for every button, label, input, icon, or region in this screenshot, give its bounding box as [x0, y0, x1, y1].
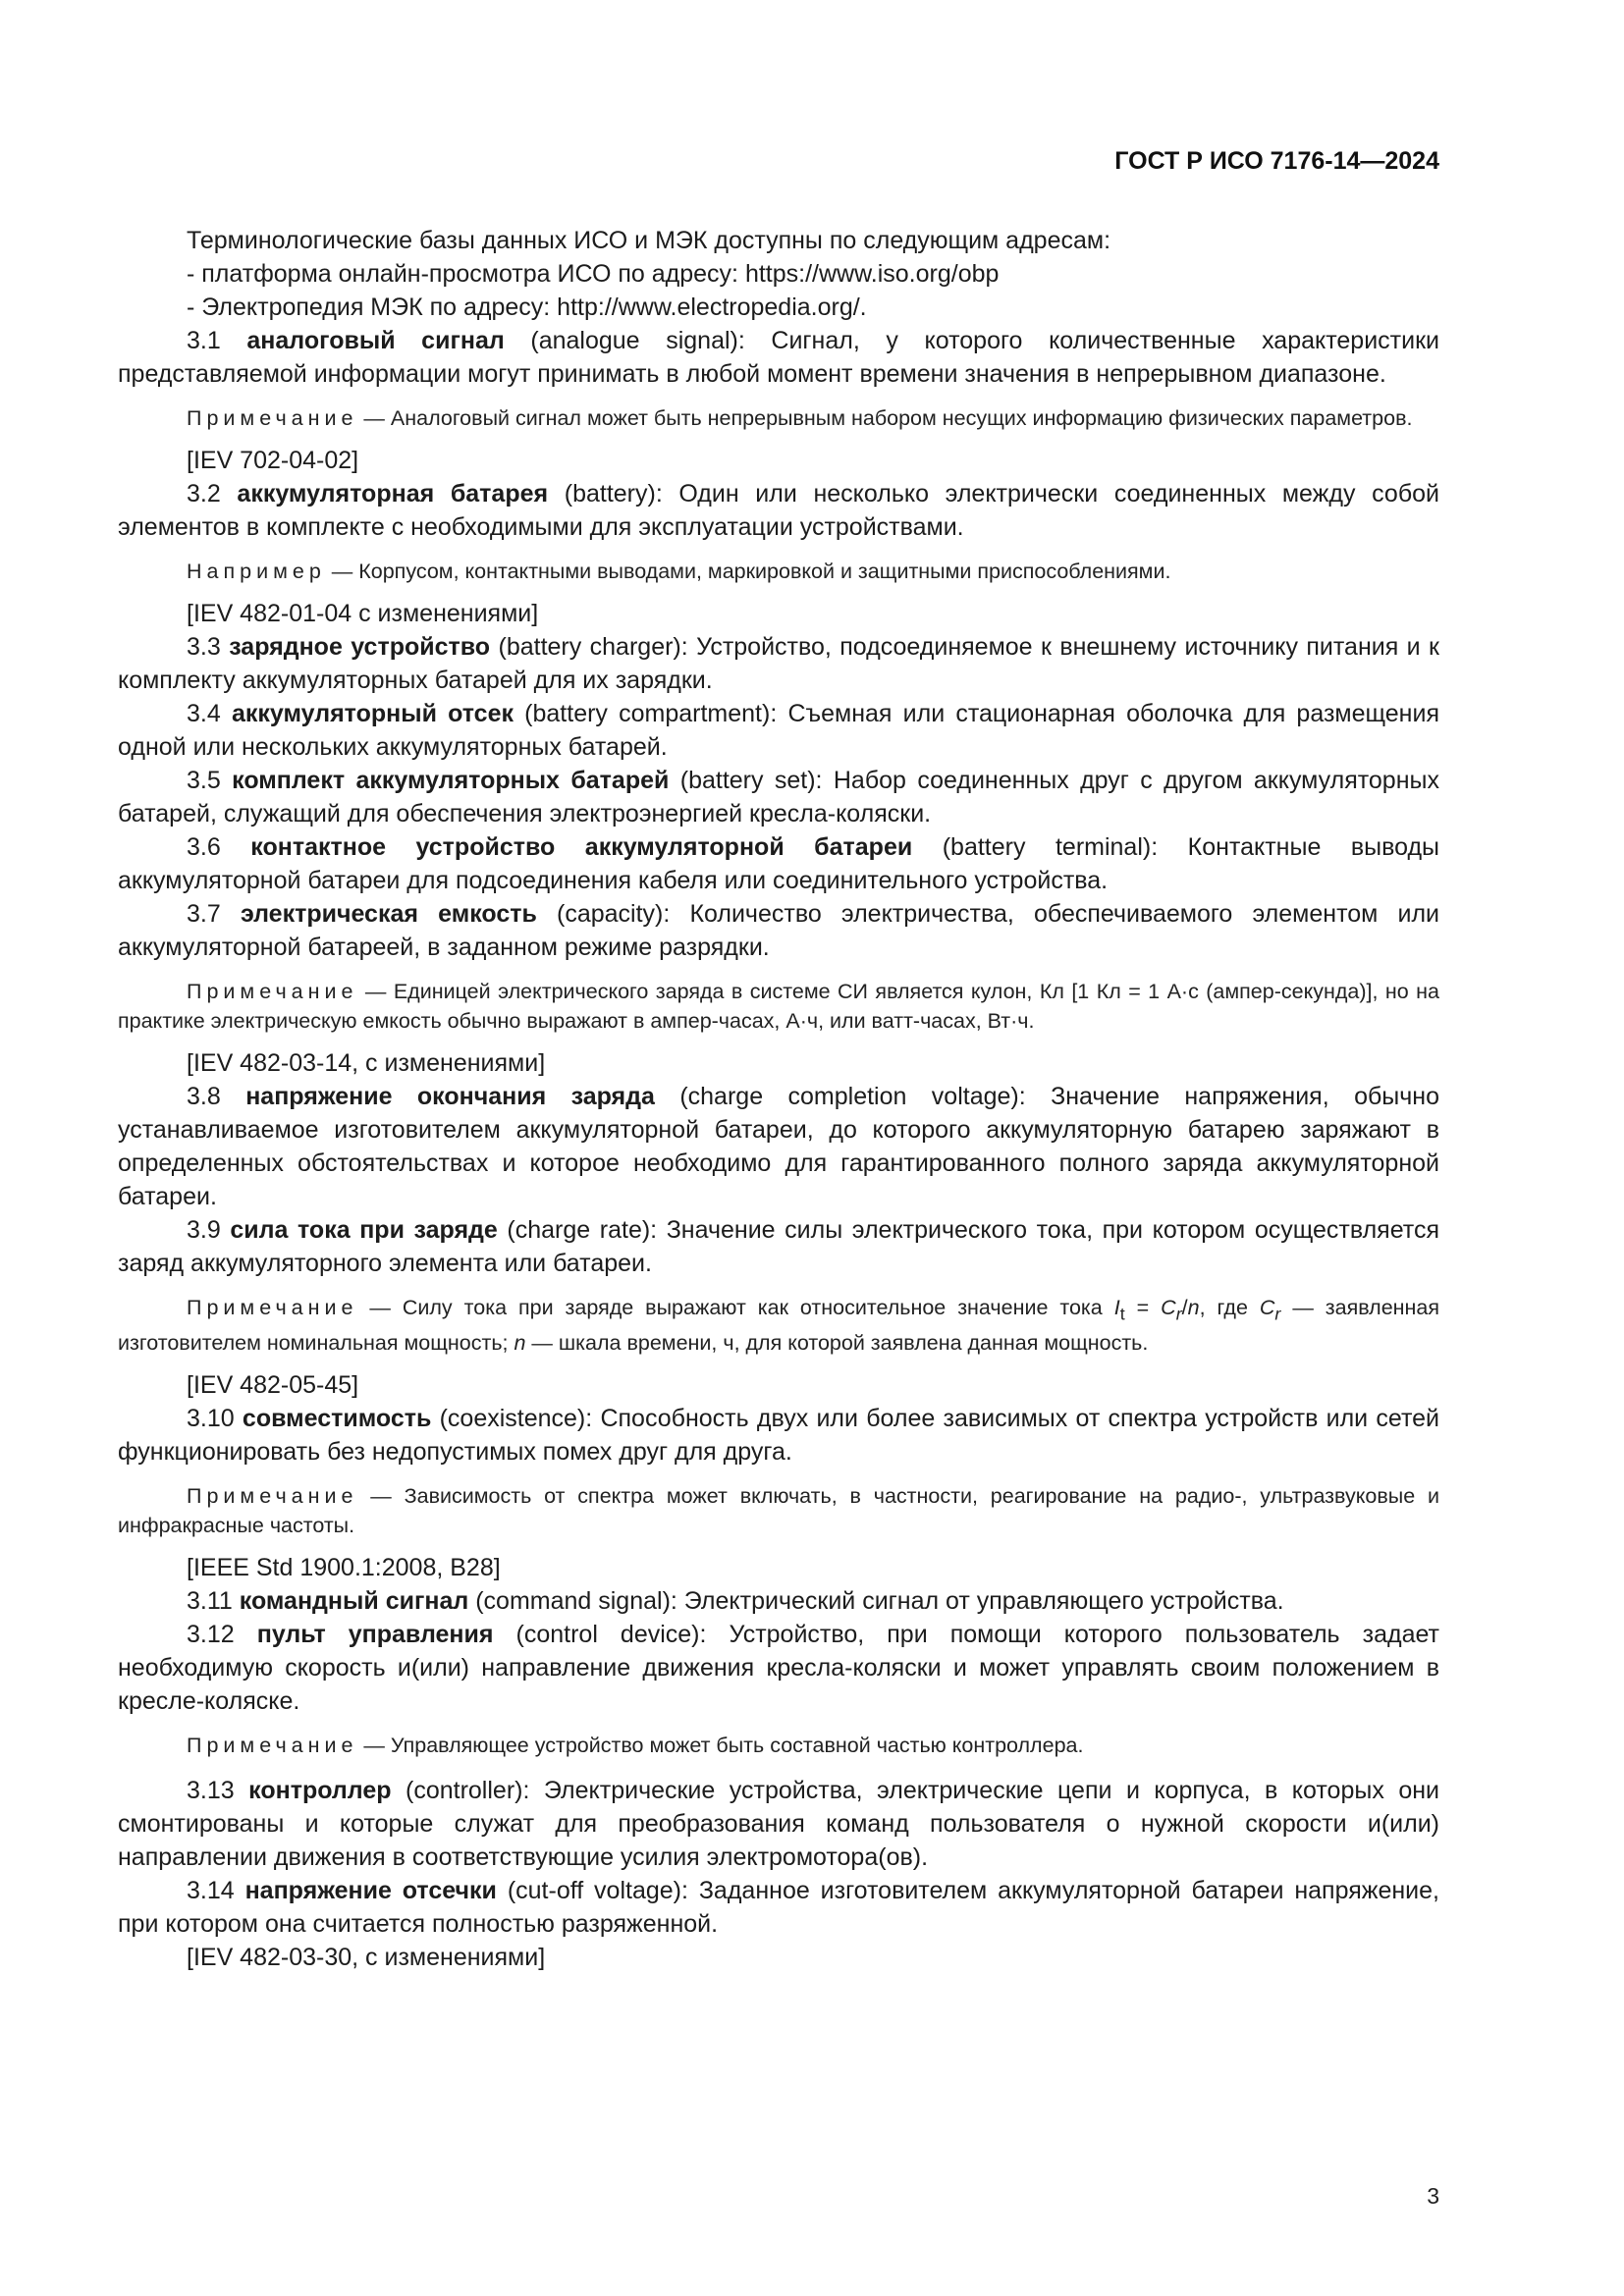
term-name: зарядное устройство [229, 633, 491, 661]
example-note: Например — Корпусом, контактными выводами, маркировкой и защитными приспособлениями. [187, 560, 1171, 583]
term-name: контактное устройство аккумуляторной батареи [250, 833, 913, 861]
source-reference: [IEV 482-01-04 с изменениями] [187, 600, 539, 627]
term-3-13: 3.13 контроллер (controller): Электрические устройства, электрические цепи и корпуса, в которых они смонтированы и которые служат для преобразования команд пользователя о нужной скорости и(или) направлении движения в соответствующие усилия электромотора(ов). [118, 1777, 1439, 1872]
terms-section [118, 224, 1439, 1974]
source-reference: [IEV 482-05-45] [187, 1371, 359, 1400]
term-name: аккумуляторный отсек [231, 700, 514, 727]
page-number: 3 [1427, 2183, 1439, 2209]
term-3-6: 3.6 контактное устройство аккумуляторной батареи (battery terminal): Контактные выводы аккумуляторной батареи для подсоединения кабеля или соединительного устройства. [118, 833, 1440, 894]
term-3-11: 3.11 командный сигнал (command signal): Электрический сигнал от управляющего устройства. [187, 1587, 1284, 1616]
term-name: аналоговый сигнал [246, 327, 505, 354]
term-name: напряжение отсечки [244, 1877, 497, 1905]
source-reference: [IEV 702-04-02] [187, 447, 359, 474]
term-3-12: 3.12 пульт управления (control device): Устройство, при помощи которого пользователь задает необходимую скорость и(или) направление движения кресла-коляски и может управлять своим положением в кресле-коляске. [118, 1621, 1439, 1716]
source-reference: [IEEE Std 1900.1:2008, В28] [187, 1554, 501, 1582]
intro-line: - платформа онлайн-просмотра ИСО по адресу: https://www.iso.org/obp [187, 260, 1000, 288]
term-name: напряжение окончания заряда [245, 1083, 655, 1110]
term-name: аккумуляторная батарея [237, 480, 549, 507]
term-name: совместимость [242, 1405, 432, 1433]
term-3-7: 3.7 электрическая емкость (capacity): Количество электричества, обеспечиваемого элементом или аккумуляторной батареей, в заданном режиме разрядки. [118, 900, 1440, 961]
term-3-5: 3.5 комплект аккумуляторных батарей (battery set): Набор соединенных друг с другом аккумуляторных батарей, служащий для обеспечения электроэнергией кресла-коляски. [118, 767, 1439, 828]
term-name: командный сигнал [239, 1587, 469, 1616]
document-id: ГОСТ Р ИСО 7176-14—2024 [1114, 147, 1439, 175]
intro-line: - Электропедия МЭК по адресу: http://www.electropedia.org/. [187, 294, 867, 321]
source-reference: [IEV 482-03-14, с изменениями] [187, 1049, 546, 1077]
term-name: электрическая емкость [240, 900, 537, 928]
term-name: пульт управления [256, 1621, 494, 1649]
source-reference: [IEV 482-03-30, с изменениями] [187, 1944, 546, 1972]
note: Примечание — Управляющее устройство может быть составной частью контроллера. [187, 1734, 1084, 1758]
intro-line: Терминологические базы данных ИСО и МЭК доступны по следующим адресам: [187, 227, 1111, 254]
term-3-8: 3.8 напряжение окончания заряда (charge completion voltage): Значение напряжения, обычно устанавливаемое изготовителем аккумуляторной батареи, до которого аккумуляторную батарею заряжают в определенных обстоятельствах и которое необходимо для гарантированного полного заряда аккумуляторной батареи. [118, 1083, 1439, 1210]
term-3-4: 3.4 аккумуляторный отсек (battery compartment): Съемная или стационарная оболочка для размещения одной или нескольких аккумуляторных батарей. [118, 700, 1439, 761]
term-name: сила тока при заряде [230, 1216, 498, 1244]
term-3-2: 3.2 аккумуляторная батарея (battery): Один или несколько электрически соединенных между собой элементов в комплекте с необходимыми для эксплуатации устройствами. [118, 480, 1440, 541]
term-name: комплект аккумуляторных батарей [232, 767, 670, 794]
term-3-10: 3.10 совместимость (coexistence): Способность двух или более зависимых от спектра устройств или сетей функционировать без недопустимых помех друг для друга. [118, 1405, 1439, 1467]
term-3-3: 3.3 зарядное устройство (battery charger): Устройство, подсоединяемое к внешнему источнику питания и к комплекту аккумуляторных батарей для их зарядки. [118, 633, 1439, 694]
note-formula: Примечание — Силу тока при заряде выражают как относительное значение тока $I_t = C_r/n$, где $C_r$ — заявленная изготовителем номинальная мощность; n — шкала времени, ч, для которой заявлена данная мощность. [118, 1296, 1440, 1356]
note: Примечание — Единицей электрического заряда в системе СИ является кулон, Кл [1 Кл = 1 А·с (ампер-секунда)], но на практике электрическую емкость обычно выражают в ампер-часах, А·ч, или ватт-часах, Вт·ч. [118, 980, 1439, 1033]
note: Примечание — Зависимость от спектра может включать, в частности, реагирование на радио-, ультразвуковые и инфракрасные частоты. [118, 1484, 1439, 1538]
term-name: контроллер [248, 1777, 392, 1805]
term-3-1: 3.1 аналоговый сигнал (analogue signal): Сигнал, у которого количественные характеристики представляемой информации могут принимать в любой момент времени значения в непрерывном диапазоне. [118, 327, 1439, 388]
term-3-9: 3.9 сила тока при заряде (charge rate): Значение силы электрического тока, при котором осуществляется заряд аккумуляторного элемента или батареи. [118, 1216, 1439, 1277]
term-3-14: 3.14 напряжение отсечки (cut-off voltage): Заданное изготовителем аккумуляторной батареи напряжение, при котором она считается полностью разряженной. [118, 1877, 1439, 1939]
note: Примечание — Аналоговый сигнал может быть непрерывным набором несущих информацию физических параметров. [187, 406, 1413, 430]
